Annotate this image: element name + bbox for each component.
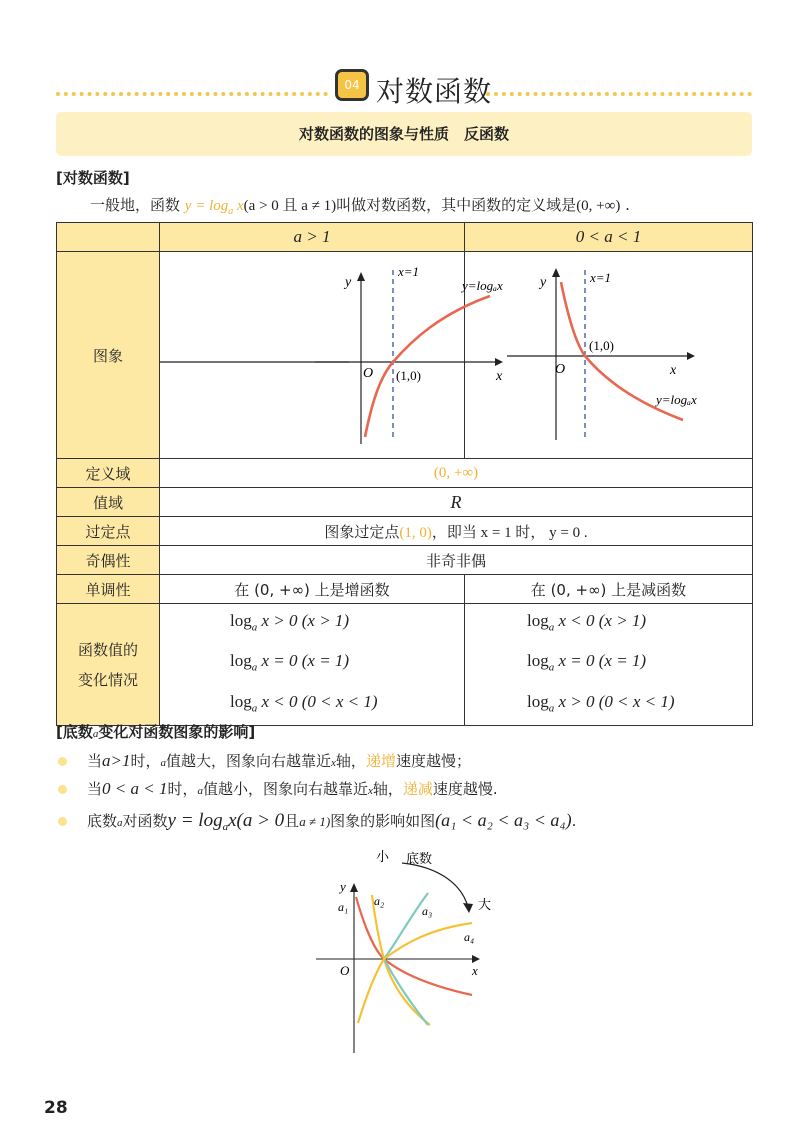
log-word: log (527, 691, 549, 711)
origin-label: O (555, 362, 566, 377)
log-word: log (230, 651, 252, 671)
log-base: a (548, 621, 555, 634)
graph-increasing (160, 252, 503, 458)
bullet-dot (58, 817, 67, 826)
log-word: log (230, 691, 252, 711)
value-change-row (57, 604, 753, 726)
b2-c: 值越小，图象向右越靠近 (202, 780, 368, 798)
intro-var: x (237, 198, 244, 214)
y-label: y (540, 275, 547, 290)
monotonicity-row (57, 575, 753, 604)
increase-arrow-head (463, 903, 473, 913)
intro-mid: 叫做对数函数，其中函数的定义域是 (336, 196, 577, 214)
bullet-dot (58, 785, 67, 794)
increase-arrow (402, 863, 468, 907)
asymptote-label: x=1 (590, 270, 612, 285)
b3-cond: x(a > 0 (228, 810, 285, 831)
chapter-title: 对数函数 (376, 75, 493, 108)
b1-a: 当 (87, 752, 103, 770)
y-label: y (340, 879, 346, 894)
page-number: 28 (44, 1098, 68, 1118)
b2-highlight: 递减 (402, 780, 433, 798)
row-label-value-change (57, 604, 160, 726)
b1-c: 值越大，图象向右越靠近 (166, 752, 332, 770)
b3-a: 底数 (87, 812, 118, 830)
intro-paragraph (90, 194, 630, 217)
log-base: a (251, 702, 258, 715)
header-a-lt-1: 0 < a < 1 (465, 223, 753, 252)
vary-lt1-text-2: x = 0 (x = 1) (558, 651, 647, 671)
range-row (57, 488, 753, 517)
origin-label: O (363, 366, 374, 381)
vary-gt1-line-1 (160, 604, 464, 644)
y-axis-arrow (350, 883, 358, 892)
y-axis-arrow (357, 272, 365, 281)
row-label-monotonicity: 单调性 (57, 575, 160, 604)
b2-var: a (197, 785, 203, 797)
heading-post: 变化对函数图象的影响] (98, 723, 256, 741)
label-a4: a₄ (464, 930, 475, 944)
header-dotted-rule-right (486, 92, 752, 96)
b3-b: 对函数 (122, 812, 168, 830)
vary-lt1-line-2 (465, 644, 752, 684)
point-label: (1,0) (396, 368, 421, 383)
chapter-number-badge: 04 (335, 69, 369, 101)
b2-b: 时， (167, 780, 198, 798)
bullet-2 (58, 778, 498, 799)
b3-cond2: a ≠ 1) (299, 814, 331, 829)
row-label-parity: 奇偶性 (57, 546, 160, 575)
log-base: a (548, 702, 555, 715)
b3-d: 图象的影响如图 (330, 812, 436, 830)
b2-d: 轴， (372, 780, 403, 798)
b3-e: . (571, 812, 577, 830)
header-a-gt-1: a > 1 (160, 223, 465, 252)
curve-a3-upper (384, 893, 428, 959)
vary-gt1-line-2 (160, 644, 464, 684)
origin-label: O (340, 963, 350, 978)
value-change-increasing (160, 604, 465, 726)
parity-row (57, 546, 753, 575)
vary-lt1-line-3 (465, 685, 752, 725)
b2-cond: 0 < a < 1 (102, 779, 168, 798)
b1-x: x (331, 757, 336, 769)
vary-gt1-text-3: x < 0 (0 < x < 1) (261, 691, 378, 711)
fixed-suffix: ，即当 x = 1 时， y = 0 . (431, 524, 588, 541)
label-large: 大 (478, 898, 492, 913)
bullet-1 (58, 750, 471, 771)
vary-gt1-line-3 (160, 685, 464, 725)
intro-func: y = log (184, 198, 229, 214)
b2-x: x (368, 785, 373, 797)
x-axis-arrow (687, 352, 695, 360)
asymptote-label: x=1 (398, 264, 420, 279)
row-label-domain: 定义域 (57, 459, 160, 488)
b2-e: 速度越慢. (432, 780, 498, 798)
value-change-decreasing (465, 604, 753, 726)
y-label: y (345, 275, 352, 290)
y-axis-arrow (552, 268, 560, 277)
intro-domain: (0, +∞) (576, 198, 621, 214)
base-effect-heading (56, 721, 255, 742)
bullet-3 (58, 810, 576, 833)
log-base: a (548, 661, 555, 674)
domain-value: (0, +∞) (160, 459, 753, 488)
graph-cell-increasing (160, 252, 503, 459)
x-axis-arrow (472, 955, 480, 963)
vary-lt1-line-1 (465, 604, 752, 644)
x-label: x (496, 369, 503, 384)
heading-var: a (92, 728, 99, 740)
curve-label: y=logₐx (656, 392, 697, 407)
b1-e: 速度越慢； (395, 752, 471, 770)
b3-var: a (117, 817, 123, 829)
log-function-heading: [对数函数] (56, 169, 130, 187)
label-a3: a₃ (422, 904, 433, 918)
b1-cond: a>1 (102, 751, 131, 770)
intro-function (184, 198, 244, 217)
bullet-dot (58, 757, 67, 766)
domain-row (57, 459, 753, 488)
vary-lt1-text-3: x > 0 (0 < x < 1) (558, 691, 675, 711)
b1-d: 轴， (335, 752, 366, 770)
section-banner: 对数函数的图象与性质 反函数 (56, 112, 752, 156)
label-a2: a₂ (374, 894, 385, 908)
b2-a: 当 (87, 780, 103, 798)
intro-sub: a (228, 206, 234, 217)
row-label-graph: 图象 (57, 252, 160, 459)
log-word: log (527, 611, 549, 630)
header-dotted-rule-left (56, 92, 328, 96)
label-small: 小 (376, 850, 390, 865)
curve-a3-descend (384, 959, 428, 1025)
log-word: log (527, 651, 549, 671)
header-empty-cell (57, 223, 160, 252)
log-word: log (230, 611, 252, 630)
mono-increasing: 在 (0, +∞) 上是增函数 (160, 575, 465, 604)
fixed-point-row (57, 517, 753, 546)
label-base-word: 底数 (406, 852, 433, 867)
base-comparison-figure (310, 845, 510, 1065)
fixed-prefix: 图象过定点 (324, 522, 400, 541)
intro-prefix: 一般地，函数 (90, 196, 181, 214)
curve-label: y=logₐx (462, 278, 503, 293)
b3-c: 且 (284, 812, 300, 830)
range-value: R (160, 488, 753, 517)
graph-decreasing (465, 252, 753, 458)
properties-table (56, 222, 753, 726)
x-label: x (472, 963, 478, 978)
row-label-value-change-2: 变化情况 (77, 670, 138, 689)
vary-gt1-text-1: x > 0 (x > 1) (261, 611, 350, 630)
vary-gt1-text-2: x = 0 (x = 1) (261, 651, 350, 671)
graph-row (57, 252, 753, 459)
b1-highlight: 递增 (365, 752, 396, 770)
mono-decreasing: 在 (0, +∞) 上是减函数 (465, 575, 753, 604)
row-label-range: 值域 (57, 488, 160, 517)
b1-var: a (160, 757, 167, 769)
graph-cell-decreasing (465, 252, 753, 459)
label-a1: a₁ (338, 900, 349, 914)
parity-value: 非奇非偶 (160, 546, 753, 575)
b3-func: y = log (167, 810, 223, 831)
heading-pre: [底数 (56, 723, 93, 741)
b3-order: (a₁ < a₂ < a₃ < a₄) (435, 810, 572, 830)
intro-condition: (a > 0 且 a ≠ 1) (243, 198, 337, 214)
log-base: a (251, 621, 258, 634)
x-label: x (670, 363, 677, 378)
table-header-row (57, 223, 753, 252)
fixed-point-value: (1, 0) (399, 524, 432, 541)
b1-b: 时， (130, 752, 161, 770)
row-label-value-change-1: 函数值的 (77, 640, 138, 659)
fixed-point-cell (160, 517, 753, 546)
b3-sub: a (222, 821, 229, 833)
intro-end: . (625, 196, 630, 214)
log-base: a (251, 661, 258, 674)
vary-lt1-text-1: x < 0 (x > 1) (558, 611, 647, 630)
row-label-fixed-point: 过定点 (57, 517, 160, 546)
point-label: (1,0) (589, 338, 614, 353)
